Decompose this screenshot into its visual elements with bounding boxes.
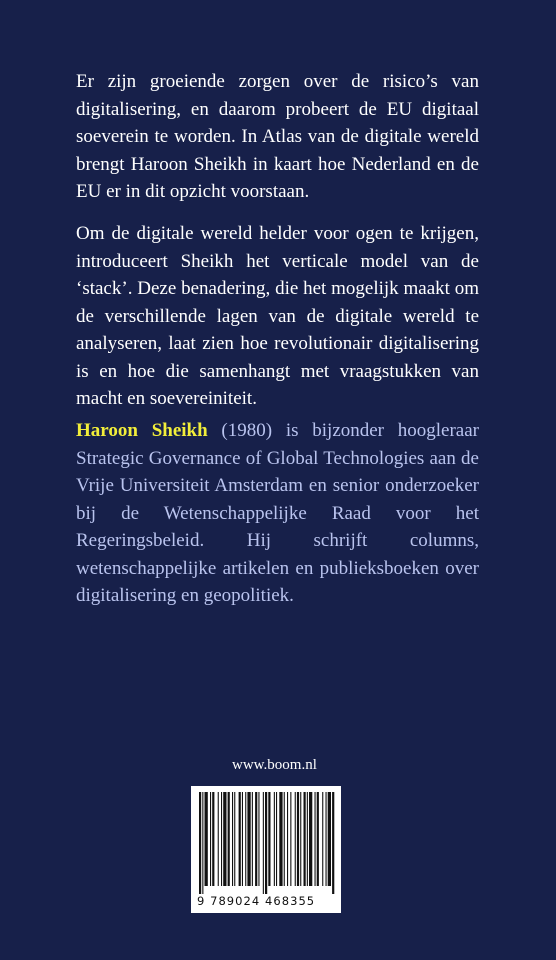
barcode-bar — [205, 792, 208, 886]
barcode-bar — [247, 792, 250, 886]
barcode-bar — [315, 792, 316, 886]
barcode-bar — [258, 792, 259, 886]
barcode-bar — [326, 792, 327, 886]
barcode-bar — [263, 792, 264, 894]
barcode-bar — [252, 792, 253, 886]
description-paragraph-1: Er zijn groeiende zorgen over de risico’s van digitalisering, en daarom probeert de EU digitaal soeverein te worden. In Atlas van de digitale wereld brengt Haroon Sheikh in kaart hoe Nederland en de EU er in dit opzicht voorstaan. — [76, 71, 479, 202]
barcode — [191, 786, 341, 913]
barcode-bar — [307, 792, 308, 886]
barcode-bar — [304, 792, 306, 886]
barcode-bar — [309, 792, 312, 886]
author-name: Haroon Sheikh — [76, 420, 208, 441]
barcode-bar — [295, 792, 296, 886]
barcode-bar — [255, 792, 257, 886]
barcode-bar — [210, 792, 211, 886]
barcode-bar — [212, 792, 214, 886]
barcode-bar — [234, 792, 235, 886]
barcode-bar — [317, 792, 319, 886]
barcode-bar — [228, 792, 230, 886]
barcode-bar — [274, 792, 275, 886]
barcode-bar — [332, 792, 334, 894]
author-bio — [76, 417, 479, 610]
barcode-bar — [268, 792, 270, 886]
barcode-bar — [284, 792, 285, 886]
barcode-bar — [242, 792, 243, 886]
author-bio-text: (1980) is bijzonder hoogleraar Strategic Governance of Global Technologies aan de Vrije Universiteit Amsterdam en senior onderzoeker bij de Wetenschappelijke Raad voor het Regeringsbeleid. Hij schrijft columns, wetenschappelijke artikelen en publieksboeken over digitalisering en geopolitiek. — [76, 420, 479, 606]
barcode-bar — [232, 792, 233, 886]
barcode-bar — [265, 792, 267, 894]
barcode-bar — [218, 792, 219, 886]
barcode-bar — [290, 792, 291, 886]
barcode-bar — [245, 792, 246, 886]
isbn-number: 9 789024 468355 — [197, 894, 316, 908]
barcode-bar — [202, 792, 203, 894]
barcode-bar — [279, 792, 282, 886]
description-paragraph-2: Om de digitale wereld helder voor ogen te krijgen, introduceert Sheikh het verticale model van de ‘stack’. Deze benadering, die het mogelijk maakt om de verschillende lagen van de digitale wereld te analyseren, laat zien hoe revolutionair digitalisering is en hoe die samenhangt met vraagstukken van macht en soevereiniteit. — [76, 223, 479, 409]
barcode-bar — [199, 792, 201, 894]
barcode-bar — [328, 792, 331, 886]
barcode-bar — [221, 792, 222, 886]
barcode-bar — [300, 792, 301, 886]
barcode-bar — [322, 792, 323, 886]
barcode-bar — [276, 792, 277, 886]
publisher-url[interactable]: www.boom.nl — [232, 757, 317, 773]
barcode-bar — [297, 792, 299, 886]
barcode-bar — [239, 792, 241, 886]
barcode-bar — [223, 792, 226, 886]
barcode-bars — [195, 790, 337, 894]
barcode-bar — [287, 792, 288, 886]
